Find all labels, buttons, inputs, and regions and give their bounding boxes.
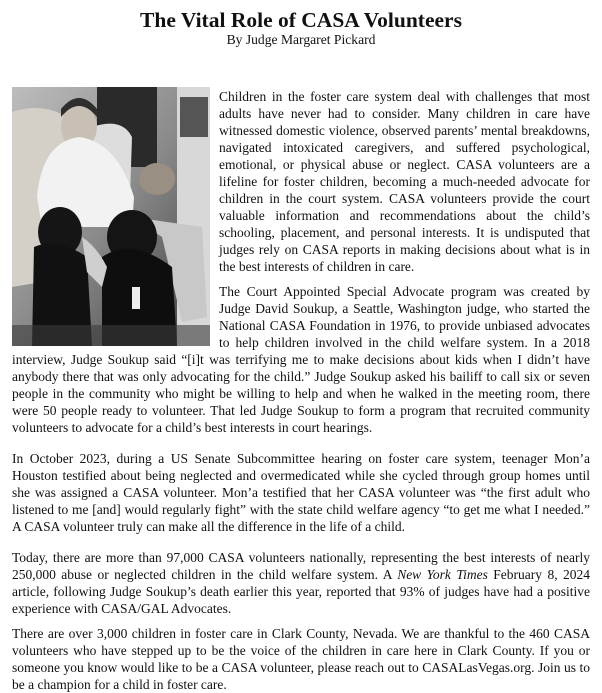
article-body: [12, 88, 590, 693]
article-byline: By Judge Margaret Pickard: [226, 32, 376, 47]
paragraph-4-text-a: Today, there are more than 97,000 CASA volunteers nationally, representing the best interests of nearly 250,000 abuse or neglected children in the child welfare system. A: [12, 550, 590, 582]
paragraph-4: [12, 549, 590, 617]
newspaper-name: New York Times: [397, 567, 488, 582]
paragraph-5: There are over 3,000 children in foster care in Clark County, Nevada. We are thankful to the 460 CASA volunteers who have stepped up to be the voice of the children in care here in Clark County. If you or someone you know would like to be a CASA volunteer, please reach out to CASALasVegas.org. Join us to be a champion for a child in foster care.: [12, 626, 590, 692]
paragraph-2: The Court Appointed Special Advocate program was created by Judge David Soukup, a Seattle, Washington judge, who started the National CASA Foundation in 1976, to provide unbiased advocates to help children involved in the child welfare system. In a 2018 interview, Judge Soukup said “[i]t was terrifying me to make decisions about kids when I didn’t have anybody there that was only advocating for the child.” Judge Soukup asked his bailiff to call six or seven people in the community who might be willing to help and when he walked in the meeting room, there were 50 people ready to volunteer. That led Judge Soukup to form a program that recruited community volunteers to advocate for a child’s best interests in court hearings.: [12, 284, 590, 435]
paragraph-4-text-b: February 8, 2024 article, following Judge Soukup’s death earlier this year, reported that 93% of judges have had a positive experience with CASA/GAL Advocates.: [12, 567, 591, 616]
article-title: The Vital Role of CASA Volunteers: [140, 8, 462, 32]
paragraph-3: In October 2023, during a US Senate Subcommittee hearing on foster care system, teenager Mon’a Houston testified about being neglected and overmedicated while she cycled through group homes until she was assigned a CASA volunteer. Mon’a testified that her CASA volunteer was “the first adult who listened to me [and] would regularly fight” with the state child welfare agency “to get me what I needed.” A CASA volunteer truly can make all the difference in the life of a child.: [12, 451, 590, 534]
paragraph-1: Children in the foster care system deal with challenges that most adults have never had to consider. Many children in care have witnessed domestic violence, observed parents’ mental breakdowns, navigated intoxicated caregivers, and suffered psychological, emotional, or physical abuse or neglect. CASA volunteers are a lifeline for foster children, becoming a much-needed advocate for children in the court system. CASA volunteers provide the court valuable information and recommendations about the child’s schooling, placement, and personal interests. It is undisputed that judges rely on CASA reports in making decisions about what is in the best interests of children in care.: [219, 89, 590, 274]
photo-judge-with-dogs-icon: [12, 87, 210, 346]
